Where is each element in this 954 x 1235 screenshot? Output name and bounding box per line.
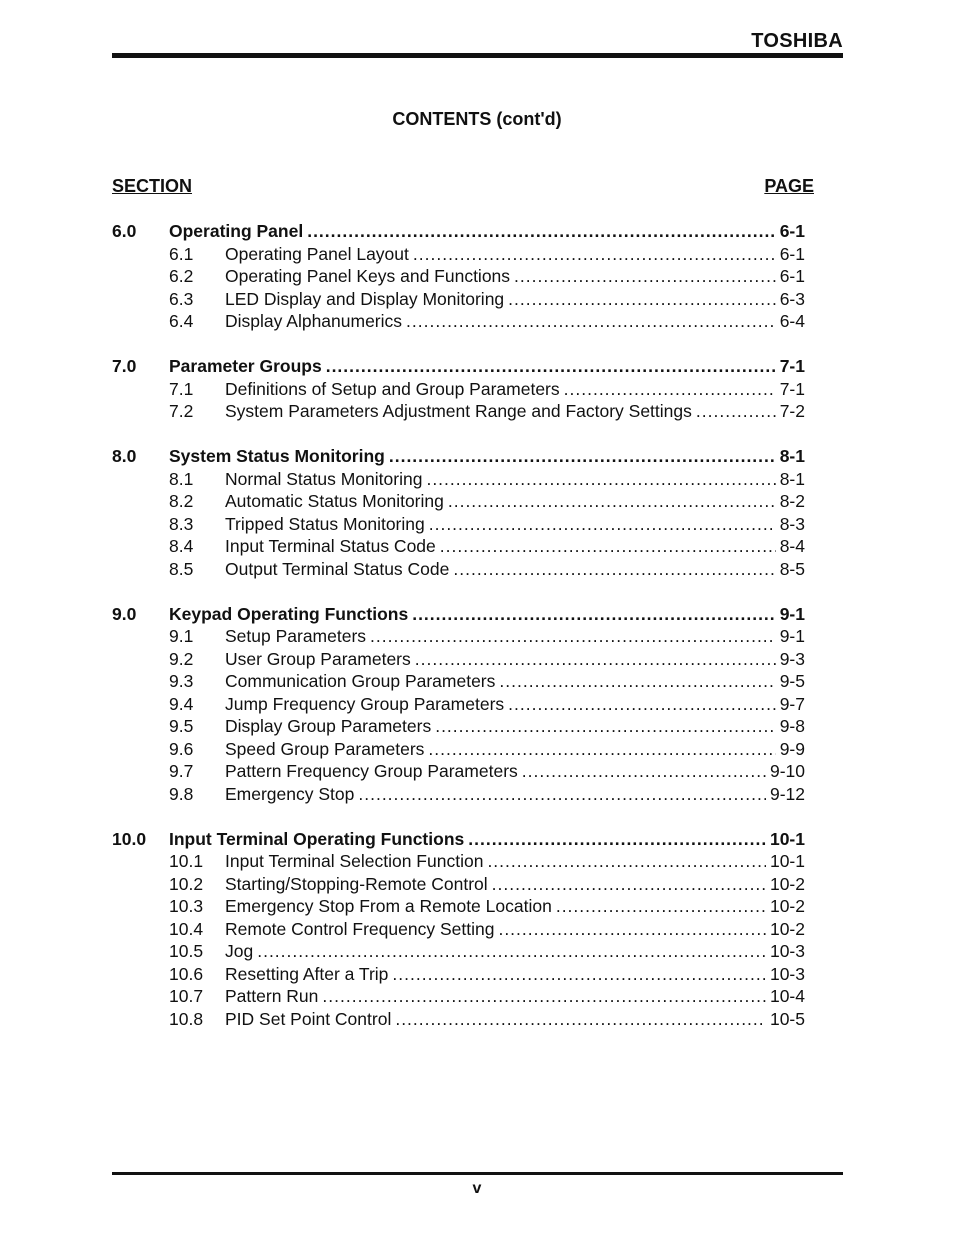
dot-leader [468, 828, 766, 851]
subsection-number: 8.1 [169, 468, 194, 489]
dot-leader [428, 738, 775, 761]
subsection-number: 9.7 [169, 761, 194, 781]
subsection-number: 8.5 [169, 558, 194, 579]
toc-subsection-row[interactable] [112, 670, 805, 693]
section-column-header: SECTION [112, 176, 193, 196]
toc-subsection-row[interactable] [112, 400, 805, 423]
subsection-title: Jog [225, 941, 254, 961]
subsection-number: 9.4 [169, 693, 194, 714]
dot-leader [307, 220, 776, 243]
subsection-number: 10.6 [169, 963, 204, 984]
subsection-page: 10-1 [769, 851, 805, 871]
dot-leader [564, 378, 776, 401]
dot-leader [435, 715, 776, 738]
toc-subsection-row[interactable] [112, 648, 805, 671]
dot-leader [448, 490, 776, 513]
section-number: 8.0 [112, 446, 137, 466]
section-page: 8-1 [779, 446, 805, 466]
subsection-title: Operating Panel Layout [225, 243, 409, 264]
subsection-number: 9.8 [169, 783, 194, 804]
subsection-title: Setup Parameters [225, 626, 367, 646]
toc-subsection-row[interactable] [112, 378, 805, 401]
toc-subsection-row[interactable] [112, 783, 805, 806]
toc-subsection-row[interactable] [112, 760, 805, 783]
page-column-header: PAGE [764, 176, 814, 196]
subsection-title: Remote Control Frequency Setting [225, 918, 495, 939]
subsection-title: Pattern Run [225, 986, 319, 1006]
dot-leader [508, 288, 776, 311]
subsection-title: Input Terminal Status Code [225, 536, 436, 556]
toc-subsection-row[interactable] [112, 918, 805, 941]
header-rule [112, 53, 843, 58]
subsection-page: 6-3 [779, 288, 805, 309]
subsection-page: 7-1 [779, 378, 805, 399]
section-title: Keypad Operating Functions [169, 603, 409, 624]
toc-subsection-row[interactable] [112, 513, 805, 536]
subsection-number: 9.5 [169, 716, 194, 736]
subsection-title: Display Alphanumerics [225, 311, 403, 331]
subsection-title: Emergency Stop [225, 783, 355, 804]
subsection-number: 10.7 [169, 986, 204, 1006]
table-of-contents [112, 220, 805, 1053]
subsection-title: Communication Group Parameters [225, 671, 496, 691]
subsection-page: 10-2 [769, 918, 805, 939]
toc-subsection-row[interactable] [112, 940, 805, 963]
subsection-page: 8-4 [779, 536, 805, 556]
dot-leader [370, 625, 776, 648]
subsection-page: 10-3 [769, 941, 805, 961]
subsection-page: 7-2 [779, 401, 805, 421]
section-page: 7-1 [779, 356, 805, 376]
subsection-number: 10.5 [169, 941, 204, 961]
subsection-page: 9-9 [779, 738, 805, 759]
toc-subsection-row[interactable] [112, 490, 805, 513]
subsection-number: 6.4 [169, 311, 194, 331]
subsection-page: 10-2 [769, 896, 805, 916]
subsection-number: 10.4 [169, 918, 204, 939]
subsection-title: Normal Status Monitoring [225, 468, 423, 489]
subsection-page: 9-3 [779, 648, 805, 669]
dot-leader [429, 513, 776, 536]
toc-subsection-row[interactable] [112, 963, 805, 986]
subsection-number: 9.2 [169, 648, 194, 669]
subsection-number: 10.3 [169, 896, 204, 916]
subsection-title: Starting/Stopping-Remote Control [225, 873, 488, 894]
dot-leader [257, 940, 766, 963]
subsection-number: 10.1 [169, 851, 204, 871]
subsection-page: 10-4 [769, 986, 805, 1006]
subsection-number: 10.2 [169, 873, 204, 894]
toc-section-row[interactable] [112, 355, 805, 378]
section-page: 9-1 [779, 603, 805, 624]
toc-subsection-row[interactable] [112, 850, 805, 873]
subsection-title: Input Terminal Selection Function [225, 851, 484, 871]
subsection-number: 10.8 [169, 1008, 204, 1029]
section-number: 6.0 [112, 221, 137, 241]
subsection-title: LED Display and Display Monitoring [225, 288, 505, 309]
section-title: Input Terminal Operating Functions [169, 828, 465, 849]
subsection-number: 9.3 [169, 671, 194, 691]
subsection-page: 9-8 [779, 716, 805, 736]
subsection-number: 8.3 [169, 513, 194, 534]
dot-leader [389, 445, 776, 468]
dot-leader [395, 1008, 766, 1031]
toc-subsection-row[interactable] [112, 873, 805, 896]
subsection-number: 9.6 [169, 738, 194, 759]
subsection-page: 8-5 [779, 558, 805, 579]
subsection-page: 9-10 [769, 761, 805, 781]
section-title: Operating Panel [169, 221, 304, 241]
subsection-page: 9-7 [779, 693, 805, 714]
brand-logo-text: TOSHIBA [751, 30, 843, 52]
dot-leader [696, 400, 776, 423]
dot-leader [326, 355, 776, 378]
toc-section-row[interactable] [112, 445, 805, 468]
dot-leader [514, 265, 776, 288]
toc-section-group [112, 220, 805, 333]
toc-section-group [112, 445, 805, 580]
subsection-page: 6-1 [779, 243, 805, 264]
footer-page-number: v [472, 1180, 482, 1197]
toc-section-row[interactable] [112, 828, 805, 851]
toc-subsection-row[interactable] [112, 715, 805, 738]
subsection-title: Definitions of Setup and Group Parameters [225, 378, 560, 399]
toc-section-group [112, 603, 805, 806]
subsection-page: 9-5 [779, 671, 805, 691]
subsection-title: Speed Group Parameters [225, 738, 425, 759]
toc-section-row[interactable] [112, 220, 805, 243]
dot-leader [412, 603, 776, 626]
subsection-number: 9.1 [169, 626, 194, 646]
subsection-title: PID Set Point Control [225, 1008, 392, 1029]
toc-subsection-row[interactable] [112, 693, 805, 716]
dot-leader [556, 895, 766, 918]
subsection-title: Tripped Status Monitoring [225, 513, 425, 534]
section-number: 10.0 [112, 828, 147, 849]
dot-leader [392, 963, 766, 986]
subsection-page: 6-4 [779, 311, 805, 331]
toc-section-group [112, 828, 805, 1031]
subsection-number: 6.3 [169, 288, 194, 309]
subsection-number: 7.2 [169, 401, 194, 421]
subsection-title: Emergency Stop From a Remote Location [225, 896, 552, 916]
subsection-title: Automatic Status Monitoring [225, 491, 444, 511]
toc-subsection-row[interactable] [112, 310, 805, 333]
dot-leader [322, 985, 766, 1008]
dot-leader [487, 850, 766, 873]
subsection-page: 8-1 [779, 468, 805, 489]
toc-subsection-row[interactable] [112, 468, 805, 491]
subsection-number: 6.2 [169, 266, 194, 286]
toc-subsection-row[interactable] [112, 1008, 805, 1031]
dot-leader [453, 558, 775, 581]
dot-leader [522, 760, 766, 783]
subsection-page: 9-1 [779, 626, 805, 646]
subsection-page: 8-3 [779, 513, 805, 534]
toc-subsection-row[interactable] [112, 895, 805, 918]
toc-subsection-row[interactable] [112, 558, 805, 581]
dot-leader [492, 873, 766, 896]
dot-leader [508, 693, 776, 716]
footer-rule [112, 1172, 843, 1175]
toc-subsection-row[interactable] [112, 985, 805, 1008]
dot-leader [413, 243, 776, 266]
subsection-page: 10-5 [769, 1008, 805, 1029]
toc-subsection-row[interactable] [112, 288, 805, 311]
toc-subsection-row[interactable] [112, 535, 805, 558]
toc-subsection-row[interactable] [112, 738, 805, 761]
dot-leader [498, 918, 766, 941]
subsection-page: 6-1 [779, 266, 805, 286]
subsection-title: Output Terminal Status Code [225, 558, 450, 579]
subsection-page: 8-2 [779, 491, 805, 511]
section-page: 10-1 [769, 828, 805, 849]
toc-section-row[interactable] [112, 603, 805, 626]
subsection-page: 10-3 [769, 963, 805, 984]
subsection-number: 6.1 [169, 243, 194, 264]
section-number: 7.0 [112, 356, 137, 376]
subsection-page: 10-2 [769, 873, 805, 894]
subsection-number: 8.4 [169, 536, 194, 556]
subsection-title: Jump Frequency Group Parameters [225, 693, 505, 714]
subsection-title: Pattern Frequency Group Parameters [225, 761, 518, 781]
toc-section-group [112, 355, 805, 423]
dot-leader [415, 648, 776, 671]
subsection-title: Resetting After a Trip [225, 963, 389, 984]
toc-subsection-row[interactable] [112, 243, 805, 266]
subsection-title: Display Group Parameters [225, 716, 432, 736]
dot-leader [426, 468, 775, 491]
subsection-title: Operating Panel Keys and Functions [225, 266, 511, 286]
dot-leader [406, 310, 776, 333]
dot-leader [358, 783, 766, 806]
subsection-title: System Parameters Adjustment Range and Factory Settings [225, 401, 692, 421]
toc-subsection-row[interactable] [112, 265, 805, 288]
dot-leader [499, 670, 775, 693]
section-number: 9.0 [112, 603, 137, 624]
section-page: 6-1 [779, 221, 805, 241]
section-title: Parameter Groups [169, 356, 322, 376]
toc-subsection-row[interactable] [112, 625, 805, 648]
subsection-page: 9-12 [769, 783, 805, 804]
subsection-number: 8.2 [169, 491, 194, 511]
dot-leader [440, 535, 776, 558]
subsection-title: User Group Parameters [225, 648, 411, 669]
subsection-number: 7.1 [169, 378, 194, 399]
page-title: CONTENTS (cont'd) [392, 109, 562, 129]
section-title: System Status Monitoring [169, 446, 385, 466]
